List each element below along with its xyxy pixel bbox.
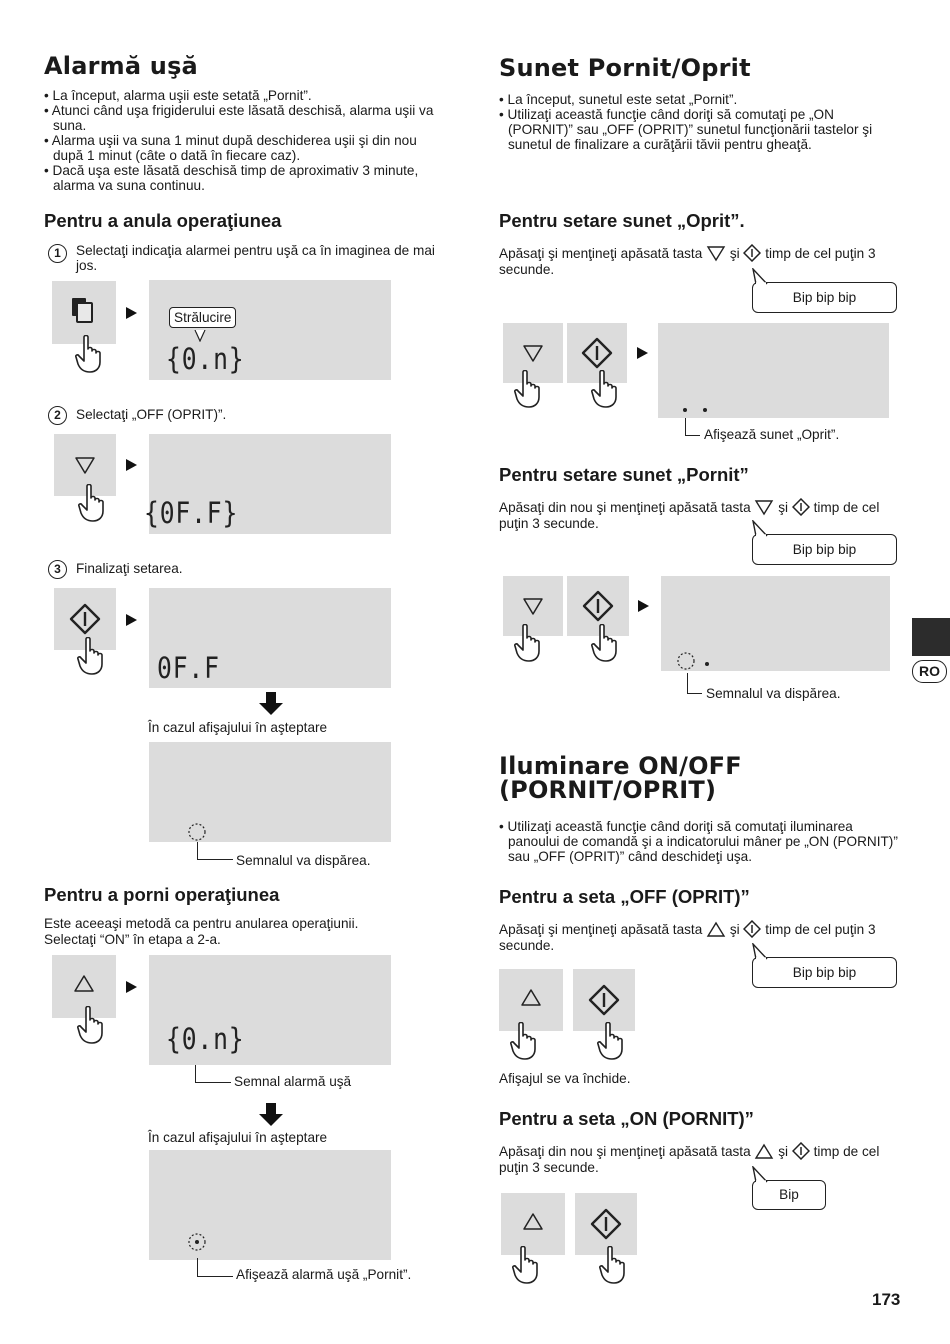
power-icon <box>582 590 614 622</box>
display-panel <box>661 576 890 671</box>
hand-press-icon <box>510 1022 538 1062</box>
beep-bubble: Bip bip bip <box>752 282 897 313</box>
step-number: 3 <box>48 560 67 579</box>
display-panel <box>149 1150 391 1260</box>
display-closes: Afişajul se va închide. <box>499 1071 631 1086</box>
hand-press-icon <box>514 624 542 664</box>
bullet-item: • La început, sunetul este setat „Pornit”. <box>499 92 738 107</box>
indicator-dot <box>703 408 707 412</box>
leader-line <box>685 418 700 436</box>
language-label: RO <box>912 660 947 683</box>
hand-press-icon <box>514 370 542 410</box>
bullet-item: • Utilizaţi această funcţie când doriţi să comutaţi pe „ON (PORNIT)” sau „OFF (OPRIT)” sunetul funcţionării tastelor şi sunetul de finalizare a curăţării tăvii pentru gheaţă. <box>499 107 873 152</box>
indicator-dot <box>705 662 709 666</box>
standby-label: În cazul afişajului în aşteptare <box>148 720 328 735</box>
triangle-down-icon <box>522 343 544 365</box>
arrow-right-icon <box>126 307 137 319</box>
page-number: 173 <box>872 1290 901 1309</box>
power-icon <box>743 920 761 938</box>
hand-press-icon <box>77 1006 105 1046</box>
arrow-right-icon <box>126 981 137 993</box>
power-icon <box>743 244 761 262</box>
leader-line <box>197 1258 233 1277</box>
triangle-down-icon <box>522 596 544 618</box>
triangle-up-icon <box>706 920 726 938</box>
leader-line <box>197 842 233 860</box>
standby-label: În cazul afişajului în aşteptare <box>148 1130 328 1145</box>
triangle-down-icon <box>706 244 726 262</box>
bullet-item: • Utilizaţi această funcţie când doriţi să comutaţi iluminarea panoului de comandă şi a indicatorului mâner pe „ON (PORNIT)” sau „OFF (OPRIT)” când deschideţi uşa. <box>499 819 898 864</box>
heading-sound-off: Pentru setare sunet „Oprit”. <box>499 210 745 231</box>
display-panel <box>149 742 391 842</box>
bullet-item: • Alarma uşii va suna 1 minut după deschiderea uşii şi din nou după 1 minut (câte o dată în fiecare caz). <box>44 133 417 163</box>
step2-text: Selectaţi „OFF (OPRIT)”. <box>76 407 227 422</box>
sound-off-desc: Apăsaţi şi menţineţi apăsată tasta şi timp de cel puţin 3 secunde. <box>499 246 876 277</box>
step1-text: Selectaţi indicaţia alarmei pentru uşă ca în imaginea de mai jos. <box>76 243 435 273</box>
triangle-up-icon <box>754 1142 774 1160</box>
callout-tail <box>193 330 207 342</box>
sound-on-desc: Apăsaţi din nou şi menţineţi apăsată tasta şi timp de cel puţin 3 secunde. <box>499 500 880 531</box>
door-alarm-bullets <box>44 88 444 193</box>
section-title-door-alarm: Alarmă uşă <box>44 52 198 80</box>
step-number: 1 <box>48 244 67 263</box>
display-panel <box>149 280 391 380</box>
bubble-tail <box>750 943 770 961</box>
power-icon <box>792 498 810 516</box>
power-icon <box>581 337 613 369</box>
arrow-right-icon <box>126 614 137 626</box>
power-icon <box>588 984 620 1016</box>
arrow-right-icon <box>637 347 648 359</box>
step-number: 2 <box>48 406 67 425</box>
beep-bubble: Bip bip bip <box>752 534 897 565</box>
triangle-up-icon <box>522 1211 544 1233</box>
display-panel <box>144 434 391 534</box>
copy-icon <box>70 296 96 326</box>
down-arrow-icon <box>257 1103 285 1127</box>
display-readout: {0.n} <box>166 342 245 376</box>
display-readout: {0F.F} <box>144 496 239 530</box>
heading-light-off: Pentru a seta „OFF (OPRIT)” <box>499 886 750 907</box>
hand-press-icon <box>75 335 103 375</box>
display-readout: 0F.F <box>157 651 220 685</box>
shows-sound-off: Afişează sunet „Oprit”. <box>704 427 840 442</box>
beep-bubble: Bip <box>752 1180 826 1210</box>
triangle-up-icon <box>520 987 542 1009</box>
triangle-up-icon <box>73 973 95 995</box>
triangle-down-icon <box>754 498 774 516</box>
dotted-signal-icon <box>676 651 696 671</box>
dotted-signal-icon <box>187 822 207 842</box>
language-tab-marker <box>912 618 950 656</box>
door-alarm-signal-label: Semnal alarmă uşă <box>234 1074 352 1089</box>
power-icon <box>69 603 101 635</box>
bullet-item: • Atunci când uşa frigiderului este lăsată deschisă, alarma uşii va suna. <box>44 103 434 133</box>
leader-line <box>195 1065 231 1083</box>
dotted-signal-dot-icon <box>187 1232 207 1252</box>
power-icon <box>590 1208 622 1240</box>
heading-light-on: Pentru a seta „ON (PORNIT)” <box>499 1108 754 1129</box>
down-arrow-icon <box>257 692 285 716</box>
bubble-tail <box>750 1166 770 1184</box>
shows-door-alarm-on: Afişează alarmă uşă „Pornit”. <box>236 1267 412 1282</box>
signal-disappears: Semnalul va dispărea. <box>236 853 371 868</box>
display-panel <box>149 588 391 688</box>
bubble-tail <box>750 520 770 538</box>
sound-bullets <box>499 92 899 152</box>
power-icon <box>792 1142 810 1160</box>
section-title-sound: Sunet Pornit/Oprit <box>499 54 751 82</box>
hand-press-icon <box>591 624 619 664</box>
display-panel <box>658 323 889 418</box>
hand-press-icon <box>599 1246 627 1286</box>
display-panel <box>149 955 391 1065</box>
heading-cancel: Pentru a anula operaţiunea <box>44 210 282 231</box>
arrow-right-icon <box>126 459 137 471</box>
arrow-right-icon <box>638 600 649 612</box>
start-desc: Este aceeaşi metodă ca pentru anularea operaţiunii. Selectaţi “ON” în etapa a 2-a. <box>44 916 359 947</box>
heading-sound-on: Pentru setare sunet „Pornit” <box>499 464 749 485</box>
signal-disappears: Semnalul va dispărea. <box>706 686 841 701</box>
step3-text: Finalizaţi setarea. <box>76 561 183 576</box>
section-title-lighting: Iluminare ON/OFF (PORNIT/OPRIT) <box>499 752 742 804</box>
lighting-bullets <box>499 819 899 864</box>
hand-press-icon <box>591 370 619 410</box>
bubble-tail <box>750 268 770 286</box>
light-off-desc: Apăsaţi şi menţineţi apăsată tasta şi timp de cel puţin 3 secunde. <box>499 922 876 953</box>
heading-start: Pentru a porni operaţiunea <box>44 884 280 905</box>
hand-press-icon <box>512 1246 540 1286</box>
bullet-item: • La început, alarma uşii este setată „Pornit”. <box>44 88 312 103</box>
hand-press-icon <box>77 637 105 677</box>
brightness-callout: Strălucire <box>169 307 236 328</box>
leader-line <box>687 673 702 694</box>
indicator-dot <box>683 408 687 412</box>
bullet-item: • Dacă uşa este lăsată deschisă timp de aproximativ 3 minute, alarma va suna continuu. <box>44 163 419 193</box>
light-on-desc: Apăsaţi din nou şi menţineţi apăsată tasta şi timp de cel puţin 3 secunde. <box>499 1144 880 1175</box>
display-readout: {0.n} <box>166 1022 245 1056</box>
hand-press-icon <box>78 484 106 524</box>
triangle-down-icon <box>74 455 96 477</box>
hand-press-icon <box>597 1022 625 1062</box>
beep-bubble: Bip bip bip <box>752 957 897 988</box>
